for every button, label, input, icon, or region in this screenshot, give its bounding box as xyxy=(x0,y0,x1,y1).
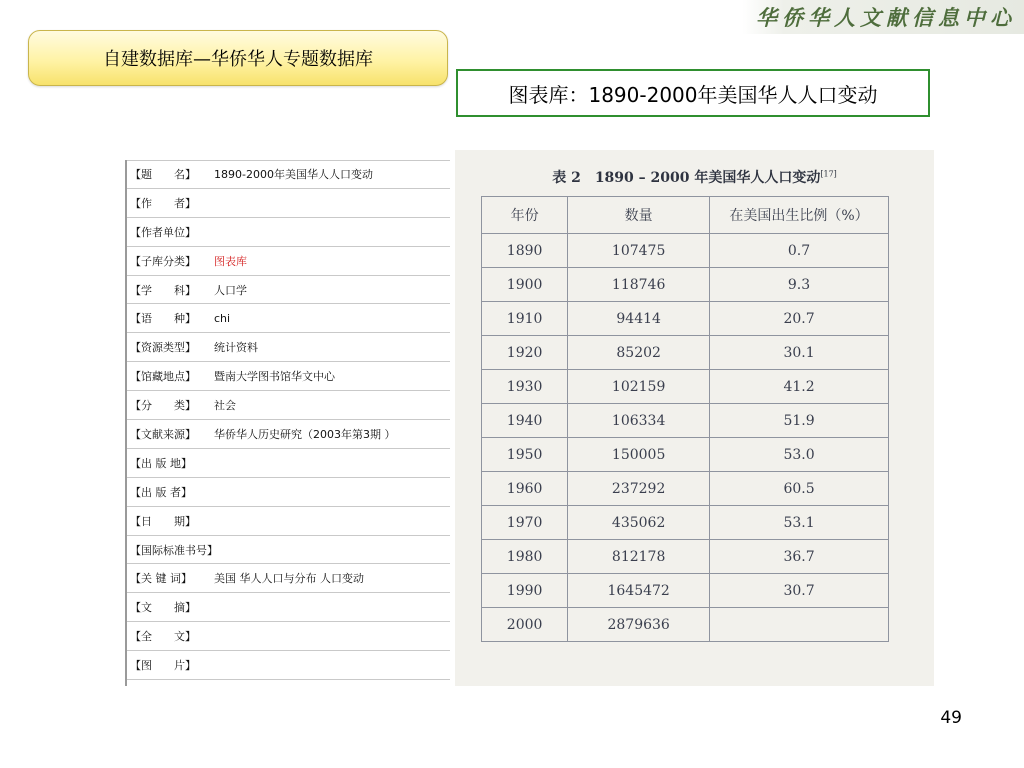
population-table-row xyxy=(482,404,889,438)
metadata-row xyxy=(127,189,450,218)
cell-year: 1950 xyxy=(482,438,568,472)
cell-year: 1960 xyxy=(482,472,568,506)
metadata-row xyxy=(127,247,450,276)
metadata-row xyxy=(127,536,450,565)
population-table-row xyxy=(482,268,889,302)
metadata-value: chi xyxy=(214,311,231,325)
metadata-label: 【语 种】 xyxy=(130,312,196,326)
metadata-row xyxy=(127,622,450,651)
cell-count: 107475 xyxy=(568,234,710,268)
cell-year: 1920 xyxy=(482,336,568,370)
metadata-value: 统计资料 xyxy=(214,341,258,355)
metadata-label: 【国际标准书号】 xyxy=(130,543,218,557)
slide-subtitle-text: 图表库：1890-2000年美国华人人口变动 xyxy=(508,82,878,107)
cell-count: 102159 xyxy=(568,370,710,404)
cell-year: 1980 xyxy=(482,540,568,574)
metadata-row xyxy=(127,362,450,391)
population-table-row xyxy=(482,506,889,540)
cell-count: 94414 xyxy=(568,302,710,336)
metadata-label: 【学 科】 xyxy=(130,283,196,297)
metadata-value: 社会 xyxy=(214,399,236,413)
cell-year: 1910 xyxy=(482,302,568,336)
cell-us-born-ratio: 53.1 xyxy=(710,506,889,540)
cell-count: 106334 xyxy=(568,404,710,438)
metadata-row xyxy=(127,304,450,333)
metadata-record-panel xyxy=(125,160,450,686)
metadata-value-link[interactable]: 图表库 xyxy=(214,254,247,268)
metadata-row xyxy=(127,333,450,362)
metadata-row xyxy=(127,391,450,420)
organization-logo xyxy=(742,0,1024,34)
column-header-count: 数量 xyxy=(568,197,710,234)
metadata-label: 【馆藏地点】 xyxy=(130,370,196,384)
metadata-row xyxy=(127,218,450,247)
metadata-value: 暨南大学图书馆华文中心 xyxy=(214,370,335,384)
cell-us-born-ratio: 0.7 xyxy=(710,234,889,268)
cell-us-born-ratio: 9.3 xyxy=(710,268,889,302)
metadata-label: 【日 期】 xyxy=(130,514,196,528)
population-table xyxy=(481,196,889,642)
metadata-label: 【题 名】 xyxy=(130,168,196,182)
metadata-label: 【文 摘】 xyxy=(130,601,196,615)
scanned-table-caption xyxy=(455,167,934,187)
cell-year: 1900 xyxy=(482,268,568,302)
page-number: 49 xyxy=(940,708,962,728)
metadata-label: 【子库分类】 xyxy=(130,254,196,268)
metadata-label: 【文献来源】 xyxy=(130,427,196,441)
metadata-label: 【出 版 地】 xyxy=(130,456,192,470)
metadata-label: 【作者单位】 xyxy=(130,225,196,239)
cell-us-born-ratio: 60.5 xyxy=(710,472,889,506)
metadata-value: 1890-2000年美国华人人口变动 xyxy=(214,168,373,182)
population-table-row xyxy=(482,234,889,268)
cell-us-born-ratio: 30.1 xyxy=(710,336,889,370)
metadata-label: 【资源类型】 xyxy=(130,341,196,355)
cell-count: 2879636 xyxy=(568,608,710,642)
logo-text: 华侨华人文献信息中心 xyxy=(756,5,1016,30)
cell-year: 1940 xyxy=(482,404,568,438)
metadata-label: 【作 者】 xyxy=(130,196,196,210)
metadata-row xyxy=(127,478,450,507)
population-table-row xyxy=(482,336,889,370)
metadata-row xyxy=(127,651,450,680)
cell-us-born-ratio: 20.7 xyxy=(710,302,889,336)
scanned-table-image xyxy=(455,150,934,686)
cell-year: 1930 xyxy=(482,370,568,404)
cell-count: 1645472 xyxy=(568,574,710,608)
cell-year: 1970 xyxy=(482,506,568,540)
population-table-row xyxy=(482,574,889,608)
metadata-label: 【关 键 词】 xyxy=(130,572,192,586)
cell-count: 237292 xyxy=(568,472,710,506)
cell-year: 1990 xyxy=(482,574,568,608)
cell-us-born-ratio: 53.0 xyxy=(710,438,889,472)
metadata-row xyxy=(127,564,450,593)
metadata-value: 人口学 xyxy=(214,283,247,297)
cell-year: 1890 xyxy=(482,234,568,268)
metadata-label: 【图 片】 xyxy=(130,659,196,673)
metadata-label: 【全 文】 xyxy=(130,630,196,644)
population-table-row xyxy=(482,438,889,472)
cell-us-born-ratio xyxy=(710,608,889,642)
metadata-label: 【分 类】 xyxy=(130,399,196,413)
metadata-row xyxy=(127,593,450,622)
metadata-row xyxy=(127,507,450,536)
scanned-table-caption-text: 表 2 1890 – 2000 年美国华人人口变动 xyxy=(552,170,821,186)
metadata-row xyxy=(127,449,450,478)
cell-count: 150005 xyxy=(568,438,710,472)
population-table-row xyxy=(482,302,889,336)
cell-count: 812178 xyxy=(568,540,710,574)
metadata-value: 美国 华人人口与分布 人口变动 xyxy=(214,572,364,586)
metadata-row xyxy=(127,420,450,449)
metadata-label: 【出 版 者】 xyxy=(130,485,192,499)
cell-count: 118746 xyxy=(568,268,710,302)
population-table-row xyxy=(482,608,889,642)
population-table-row xyxy=(482,370,889,404)
cell-count: 85202 xyxy=(568,336,710,370)
cell-us-born-ratio: 41.2 xyxy=(710,370,889,404)
cell-year: 2000 xyxy=(482,608,568,642)
cell-us-born-ratio: 30.7 xyxy=(710,574,889,608)
column-header-us-born-ratio: 在美国出生比例（%） xyxy=(710,197,889,234)
slide-subtitle xyxy=(456,69,930,117)
slide-title-text: 自建数据库—华侨华人专题数据库 xyxy=(103,49,373,70)
metadata-value: 华侨华人历史研究（2003年第3期 ） xyxy=(214,427,396,441)
cell-count: 435062 xyxy=(568,506,710,540)
metadata-row xyxy=(127,276,450,305)
cell-us-born-ratio: 51.9 xyxy=(710,404,889,438)
column-header-year: 年份 xyxy=(482,197,568,234)
cell-us-born-ratio: 36.7 xyxy=(710,540,889,574)
metadata-row xyxy=(127,160,450,189)
scanned-table-footnote: [17] xyxy=(820,169,837,179)
population-table-row xyxy=(482,472,889,506)
population-table-header-row xyxy=(482,197,889,234)
population-table-row xyxy=(482,540,889,574)
slide-title xyxy=(28,30,448,86)
